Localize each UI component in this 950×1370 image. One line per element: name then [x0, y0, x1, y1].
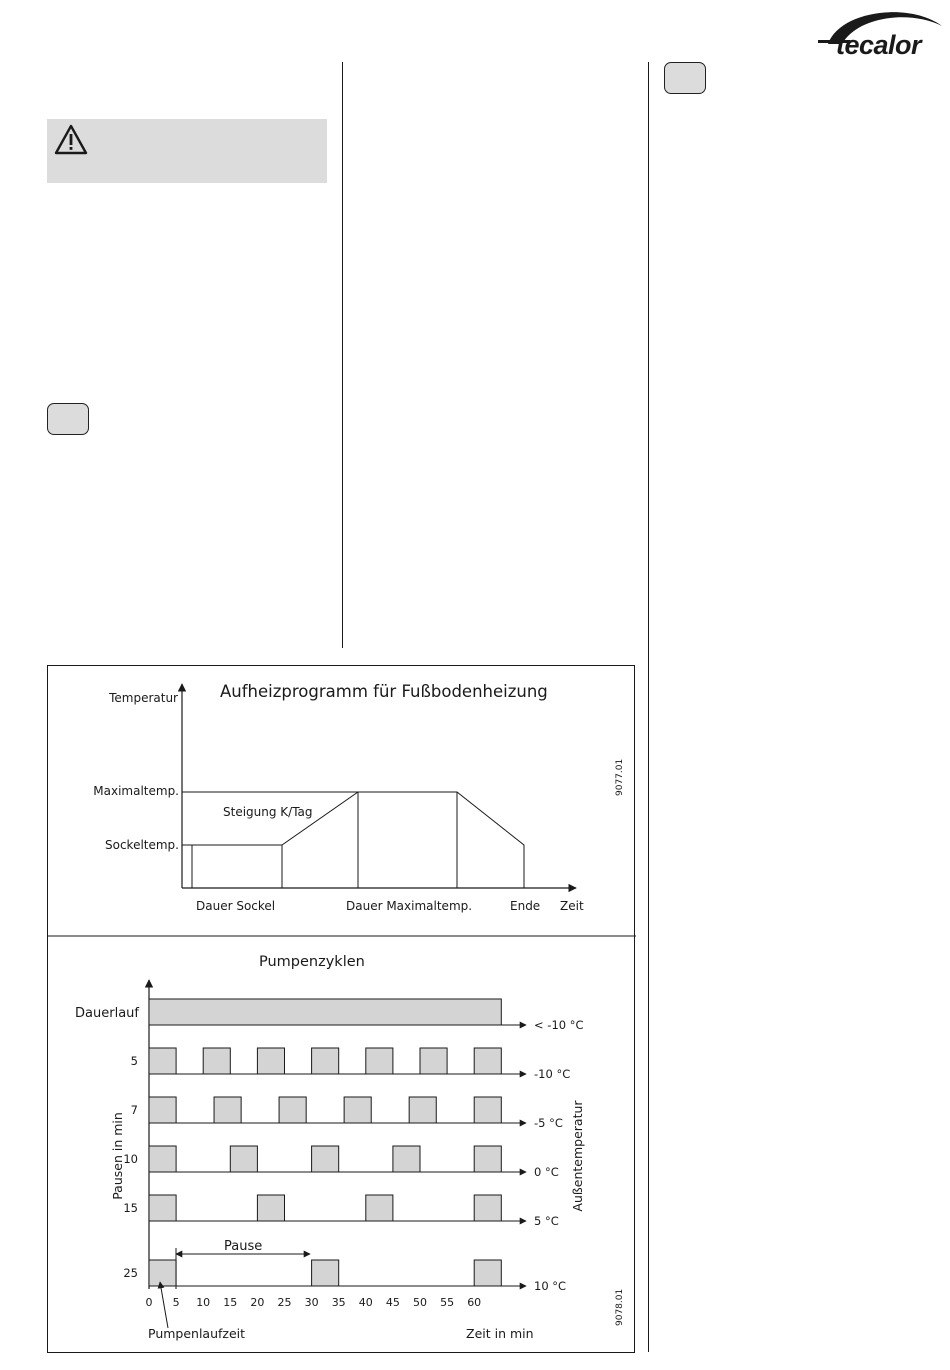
pause-minutes-label: 7 — [130, 1103, 138, 1117]
pump-x-axis-label: Zeit in min — [466, 1326, 534, 1341]
pump-on-bar — [279, 1097, 306, 1123]
pump-on-bar — [366, 1048, 393, 1074]
x-tick-label: 35 — [331, 1296, 346, 1309]
x-tick-label: 45 — [385, 1296, 400, 1309]
pause-minutes-label: 15 — [123, 1201, 138, 1215]
outside-temperature-label: Außentemperatur — [570, 1100, 585, 1212]
pump-on-bar — [366, 1195, 393, 1221]
outside-temp-label: -10 °C — [534, 1067, 571, 1081]
pump-row — [131, 1048, 571, 1081]
pump-on-bar — [149, 1146, 176, 1172]
run-time-pointer — [160, 1282, 168, 1328]
pause-minutes-label: 25 — [123, 1266, 138, 1280]
column-divider-right — [648, 62, 649, 1352]
x-tick-label: 0 — [145, 1296, 153, 1309]
outside-temp-label: 10 °C — [534, 1279, 567, 1293]
x-label-dauer-maximaltemp: Dauer Maximaltemp. — [346, 899, 473, 913]
continuous-run-label: Dauerlauf — [75, 1006, 139, 1021]
pump-on-bar — [230, 1146, 257, 1172]
warning-triangle-icon — [53, 123, 89, 157]
run-time-label: Pumpenlaufzeit — [148, 1326, 246, 1341]
pump-on-bar — [149, 1195, 176, 1221]
pump-on-bar — [474, 1048, 501, 1074]
outside-temp-label: -5 °C — [534, 1116, 563, 1130]
pump-on-bar — [203, 1048, 230, 1074]
pause-minutes-label: 5 — [130, 1054, 138, 1068]
note-icon — [47, 403, 89, 435]
heating-program-chart — [93, 682, 625, 913]
pump-on-bar — [257, 1048, 284, 1074]
base-temp-label: Sockeltemp. — [104, 838, 179, 852]
pause-minutes-label: 10 — [123, 1152, 138, 1166]
pump-on-bar — [344, 1097, 371, 1123]
outside-temp-label: 0 °C — [534, 1165, 559, 1179]
x-tick-label: 40 — [358, 1296, 373, 1309]
pump-on-bar — [409, 1097, 436, 1123]
pump-row — [131, 1097, 563, 1130]
pump-row — [149, 999, 584, 1032]
pump-on-bar — [474, 1260, 501, 1286]
pump-chart-title: Pumpenzyklen — [259, 954, 365, 970]
x-tick-label: 10 — [196, 1296, 211, 1309]
x-tick-label: 50 — [413, 1296, 427, 1309]
max-temp-label: Maximaltemp. — [93, 784, 179, 798]
pump-row — [123, 1195, 558, 1228]
pump-row — [123, 1146, 558, 1179]
pump-on-bar — [257, 1195, 284, 1221]
x-tick-label: 30 — [304, 1296, 319, 1309]
pump-on-bar — [420, 1048, 447, 1074]
outside-temp-label: 5 °C — [534, 1214, 559, 1228]
pump-on-bar — [214, 1097, 241, 1123]
tecalor-logo — [814, 4, 950, 62]
x-label-dauer-sockel: Dauer Sockel — [196, 899, 276, 913]
x-tick-label: 55 — [440, 1296, 455, 1309]
pump-on-bar — [149, 1097, 176, 1123]
pause-label: Pause — [224, 1239, 263, 1254]
pump-on-bar — [149, 1048, 176, 1074]
x-tick-label: 20 — [250, 1296, 265, 1309]
pump-y-axis-label: Pausen in min — [110, 1112, 125, 1200]
warning-box — [47, 119, 327, 183]
pump-on-bar — [474, 1195, 501, 1221]
pump-rows — [123, 999, 583, 1293]
x-label-ende: Ende — [510, 899, 541, 913]
pump-cycle-chart — [75, 954, 625, 1341]
pump-on-bar — [474, 1146, 501, 1172]
x-tick-label: 5 — [172, 1296, 180, 1309]
pump-on-bar — [312, 1048, 339, 1074]
pump-on-bar — [149, 999, 501, 1025]
heating-chart-title: Aufheizprogramm für Fußbodenheizung — [220, 682, 548, 701]
pump-x-ticks — [146, 1296, 482, 1309]
pump-row — [123, 1260, 566, 1293]
slope-label: Steigung K/Tag — [223, 805, 313, 819]
figure-frame — [47, 665, 635, 1353]
outside-temp-label: < -10 °C — [534, 1018, 584, 1032]
x-tick-label: 60 — [467, 1296, 482, 1309]
pump-on-bar — [312, 1146, 339, 1172]
temperature-axis-label: Temperatur — [109, 691, 178, 705]
pump-on-bar — [149, 1260, 176, 1286]
figure-canvas — [48, 666, 636, 1354]
x-tick-label: 25 — [277, 1296, 292, 1309]
x-label-zeit: Zeit — [560, 899, 584, 913]
brand-name: tecalor — [836, 30, 922, 60]
heating-figure-id: 9077.01 — [615, 758, 625, 796]
column-divider-left — [342, 62, 343, 648]
x-tick-label: 15 — [223, 1296, 238, 1309]
pump-on-bar — [474, 1097, 501, 1123]
pump-on-bar — [393, 1146, 420, 1172]
pump-figure-id: 9078.01 — [615, 1288, 625, 1326]
note-icon — [664, 62, 706, 94]
pump-on-bar — [312, 1260, 339, 1286]
